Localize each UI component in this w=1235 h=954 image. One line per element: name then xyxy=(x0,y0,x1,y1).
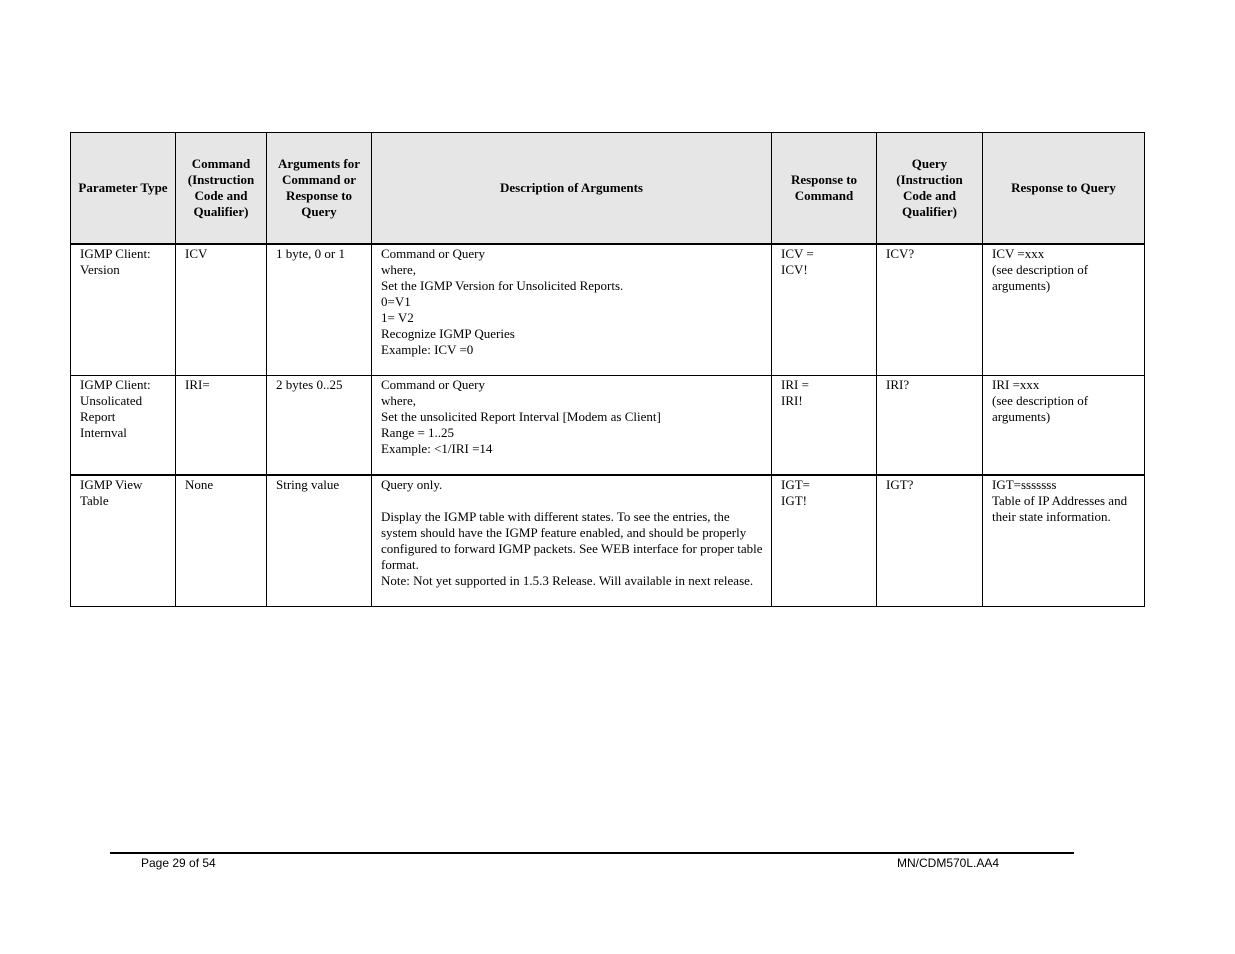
command-table xyxy=(70,132,1145,607)
cell-query: ICV? xyxy=(877,244,983,376)
table-header-row xyxy=(71,133,1145,245)
cell-description: Command or Query where, Set the IGMP Version for Unsolicited Reports. 0=V1 1= V2 Recognize IGMP Queries Example: ICV =0 xyxy=(372,244,772,376)
cell-command: ICV xyxy=(176,244,267,376)
page-number: Page 29 of 54 xyxy=(141,856,216,870)
table-row xyxy=(71,244,1145,376)
cell-response-to-query: IGT=sssssss Table of IP Addresses and their state information. xyxy=(983,475,1145,607)
header-command: Command (Instruction Code and Qualifier) xyxy=(176,133,267,245)
header-query: Query (Instruction Code and Qualifier) xyxy=(877,133,983,245)
table-row xyxy=(71,376,1145,476)
cell-query: IGT? xyxy=(877,475,983,607)
cell-description: Query only. Display the IGMP table with different states. To see the entries, the system should have the IGMP feature enabled, and should be properly configured to forward IGMP packets. See WEB interface for proper table format. Note: Not yet supported in 1.5.3 Release. Will available in next release. xyxy=(372,475,772,607)
cell-description: Command or Query where, Set the unsolicited Report Interval [Modem as Client] Range = 1..25 Example: <1/IRI =14 xyxy=(372,376,772,476)
cell-response-to-query: ICV =xxx (see description of arguments) xyxy=(983,244,1145,376)
cell-response-to-command: ICV = ICV! xyxy=(772,244,877,376)
cell-query: IRI? xyxy=(877,376,983,476)
header-parameter-type: Parameter Type xyxy=(71,133,176,245)
header-description: Description of Arguments xyxy=(372,133,772,245)
table-row xyxy=(71,475,1145,607)
cell-response-to-query: IRI =xxx (see description of arguments) xyxy=(983,376,1145,476)
cell-arguments: 1 byte, 0 or 1 xyxy=(267,244,372,376)
cell-parameter-type: IGMP View Table xyxy=(71,475,176,607)
cell-arguments: 2 bytes 0..25 xyxy=(267,376,372,476)
cell-response-to-command: IGT= IGT! xyxy=(772,475,877,607)
cell-command: None xyxy=(176,475,267,607)
document-id: MN/CDM570L.AA4 xyxy=(897,856,1000,870)
cell-arguments: String value xyxy=(267,475,372,607)
header-response-to-query: Response to Query xyxy=(983,133,1145,245)
cell-parameter-type: IGMP Client: Unsolicated Report Internval xyxy=(71,376,176,476)
footer-divider xyxy=(110,852,1074,854)
cell-response-to-command: IRI = IRI! xyxy=(772,376,877,476)
header-arguments: Arguments for Command or Response to Query xyxy=(267,133,372,245)
header-response-to-command: Response to Command xyxy=(772,133,877,245)
cell-command: IRI= xyxy=(176,376,267,476)
cell-parameter-type: IGMP Client: Version xyxy=(71,244,176,376)
